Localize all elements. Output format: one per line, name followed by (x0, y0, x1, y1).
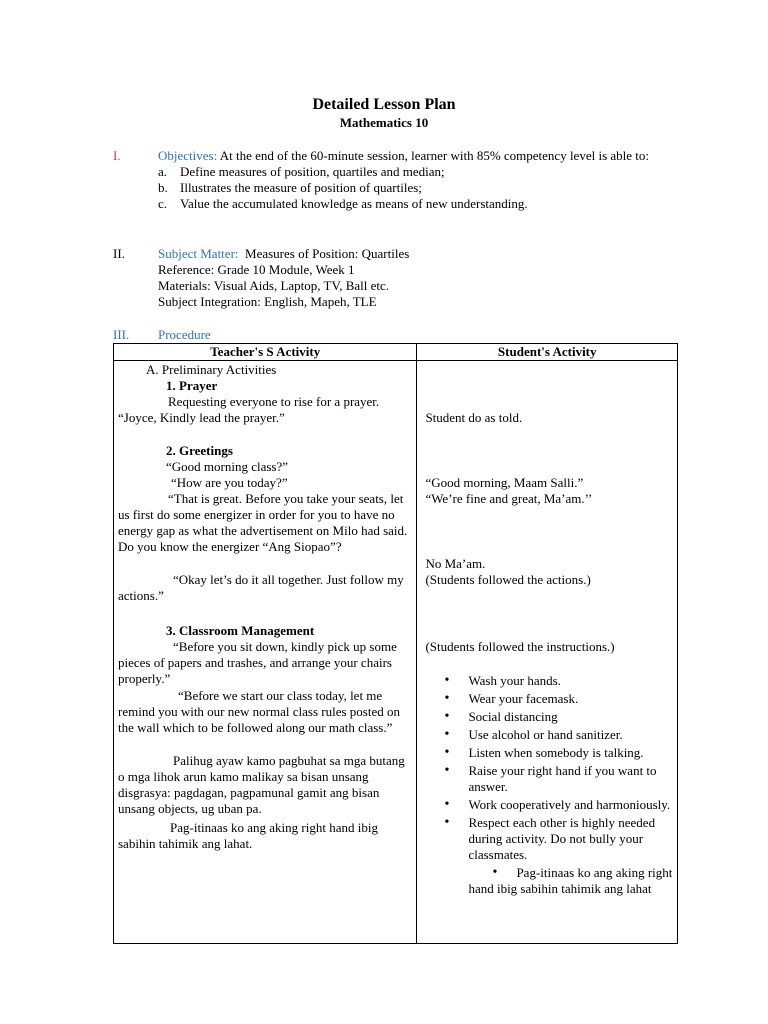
student-response: “We’re fine and great, Ma’am.’’ (425, 491, 593, 506)
list-item: c. Value the accumulated knowledge as means of new understanding. (158, 196, 528, 211)
list-item: • Pag-itinaas ko ang aking right hand ibig sabihin tahimik ang lahat (441, 865, 673, 897)
objectives-list (158, 164, 668, 212)
subject-matter-number: II. (113, 246, 125, 261)
student-response: Student do as told. (425, 410, 523, 425)
student-activity-header: Student's Activity (417, 344, 678, 361)
student-response: (Students followed the actions.) (425, 572, 591, 587)
objectives-section (158, 148, 668, 212)
document-subtitle: Mathematics 10 (339, 115, 429, 130)
reference-line: Reference: Grade 10 Module, Week 1 (158, 262, 355, 277)
activity-table (113, 343, 678, 944)
objectives-text: At the end of the 60-minute session, learner with 85% competency level is able to: (219, 148, 650, 163)
greeting-line: “How are you today?” (171, 475, 288, 490)
greetings-heading: 2. Greetings (166, 443, 233, 458)
student-response: (Students followed the instructions.) (425, 639, 615, 654)
class-rules-list (441, 673, 673, 899)
subject-matter-text: Measures of Position: Quartiles (245, 246, 410, 261)
objectives-number: I. (113, 148, 121, 163)
prayer-line: Requesting everyone to rise for a prayer. (168, 394, 380, 409)
list-item: b. Illustrates the measure of position of quartiles; (158, 180, 422, 195)
procedure-label: Procedure (158, 327, 211, 342)
greeting-paragraph: “Okay let’s do it all together. Just follow my actions.” (118, 572, 404, 603)
preliminary-heading: A. Preliminary Activities (146, 362, 277, 377)
list-item: • Use alcohol or hand sanitizer. (441, 727, 673, 743)
list-item: a. Define measures of position, quartiles and median; (158, 164, 445, 179)
teacher-activity-header: Teacher's S Activity (114, 344, 417, 361)
greeting-paragraph: “That is great. Before you take your seats, let us first do some energizer in order for you to have no energy gap as what the advertisement on Milo had said. Do you know the energizer “Ang Siopao”? (118, 491, 408, 554)
student-response: No Ma’am. (425, 556, 486, 571)
list-item: • Wash your hands. (441, 673, 673, 689)
subject-matter-section (158, 246, 668, 310)
student-activity-cell (417, 361, 678, 944)
subject-matter-label: Subject Matter: (158, 246, 239, 261)
integration-line: Subject Integration: English, Mapeh, TLE (158, 294, 377, 309)
classroom-management-paragraph: “Before we start our class today, let me remind you with our new normal class rules posted on the wall which to be followed along our math class.” (118, 688, 400, 735)
procedure-number: III. (113, 327, 130, 342)
objectives-label: Objectives: (158, 148, 218, 163)
list-item: • Social distancing (441, 709, 673, 725)
list-item: • Work cooperatively and harmoniously. (441, 797, 673, 813)
classroom-management-paragraph: “Before you sit down, kindly pick up some pieces of papers and trashes, and arrange your chairs properly.” (118, 639, 397, 686)
list-item: • Listen when somebody is talking. (441, 745, 673, 761)
list-item: • Wear your facemask. (441, 691, 673, 707)
procedure-heading (113, 327, 211, 343)
list-item: • Respect each other is highly needed during activity. Do not bully your classmates. (441, 815, 673, 863)
prayer-heading: 1. Prayer (166, 378, 218, 393)
materials-line: Materials: Visual Aids, Laptop, TV, Ball etc. (158, 278, 390, 293)
classroom-management-heading: 3. Classroom Management (166, 623, 315, 638)
classroom-management-paragraph: Palihug ayaw kamo pagbuhat sa mga butang o mga lihok arun kamo malikay sa bisan unsang disgrasya: pagdagan, pagpamunal gamit ang bisan unsang objects, ug uban pa. (118, 753, 405, 816)
classroom-management-paragraph: Pag-itinaas ko ang aking right hand ibig sabihin tahimik ang lahat. (118, 820, 378, 851)
teacher-activity-cell (114, 361, 417, 944)
student-response: “Good morning, Maam Salli.” (425, 475, 584, 490)
prayer-line: “Joyce, Kindly lead the prayer.” (118, 410, 285, 425)
greeting-line: “Good morning class?” (166, 459, 289, 474)
list-item: • Raise your right hand if you want to answer. (441, 763, 673, 795)
document-title: Detailed Lesson Plan (312, 96, 456, 113)
